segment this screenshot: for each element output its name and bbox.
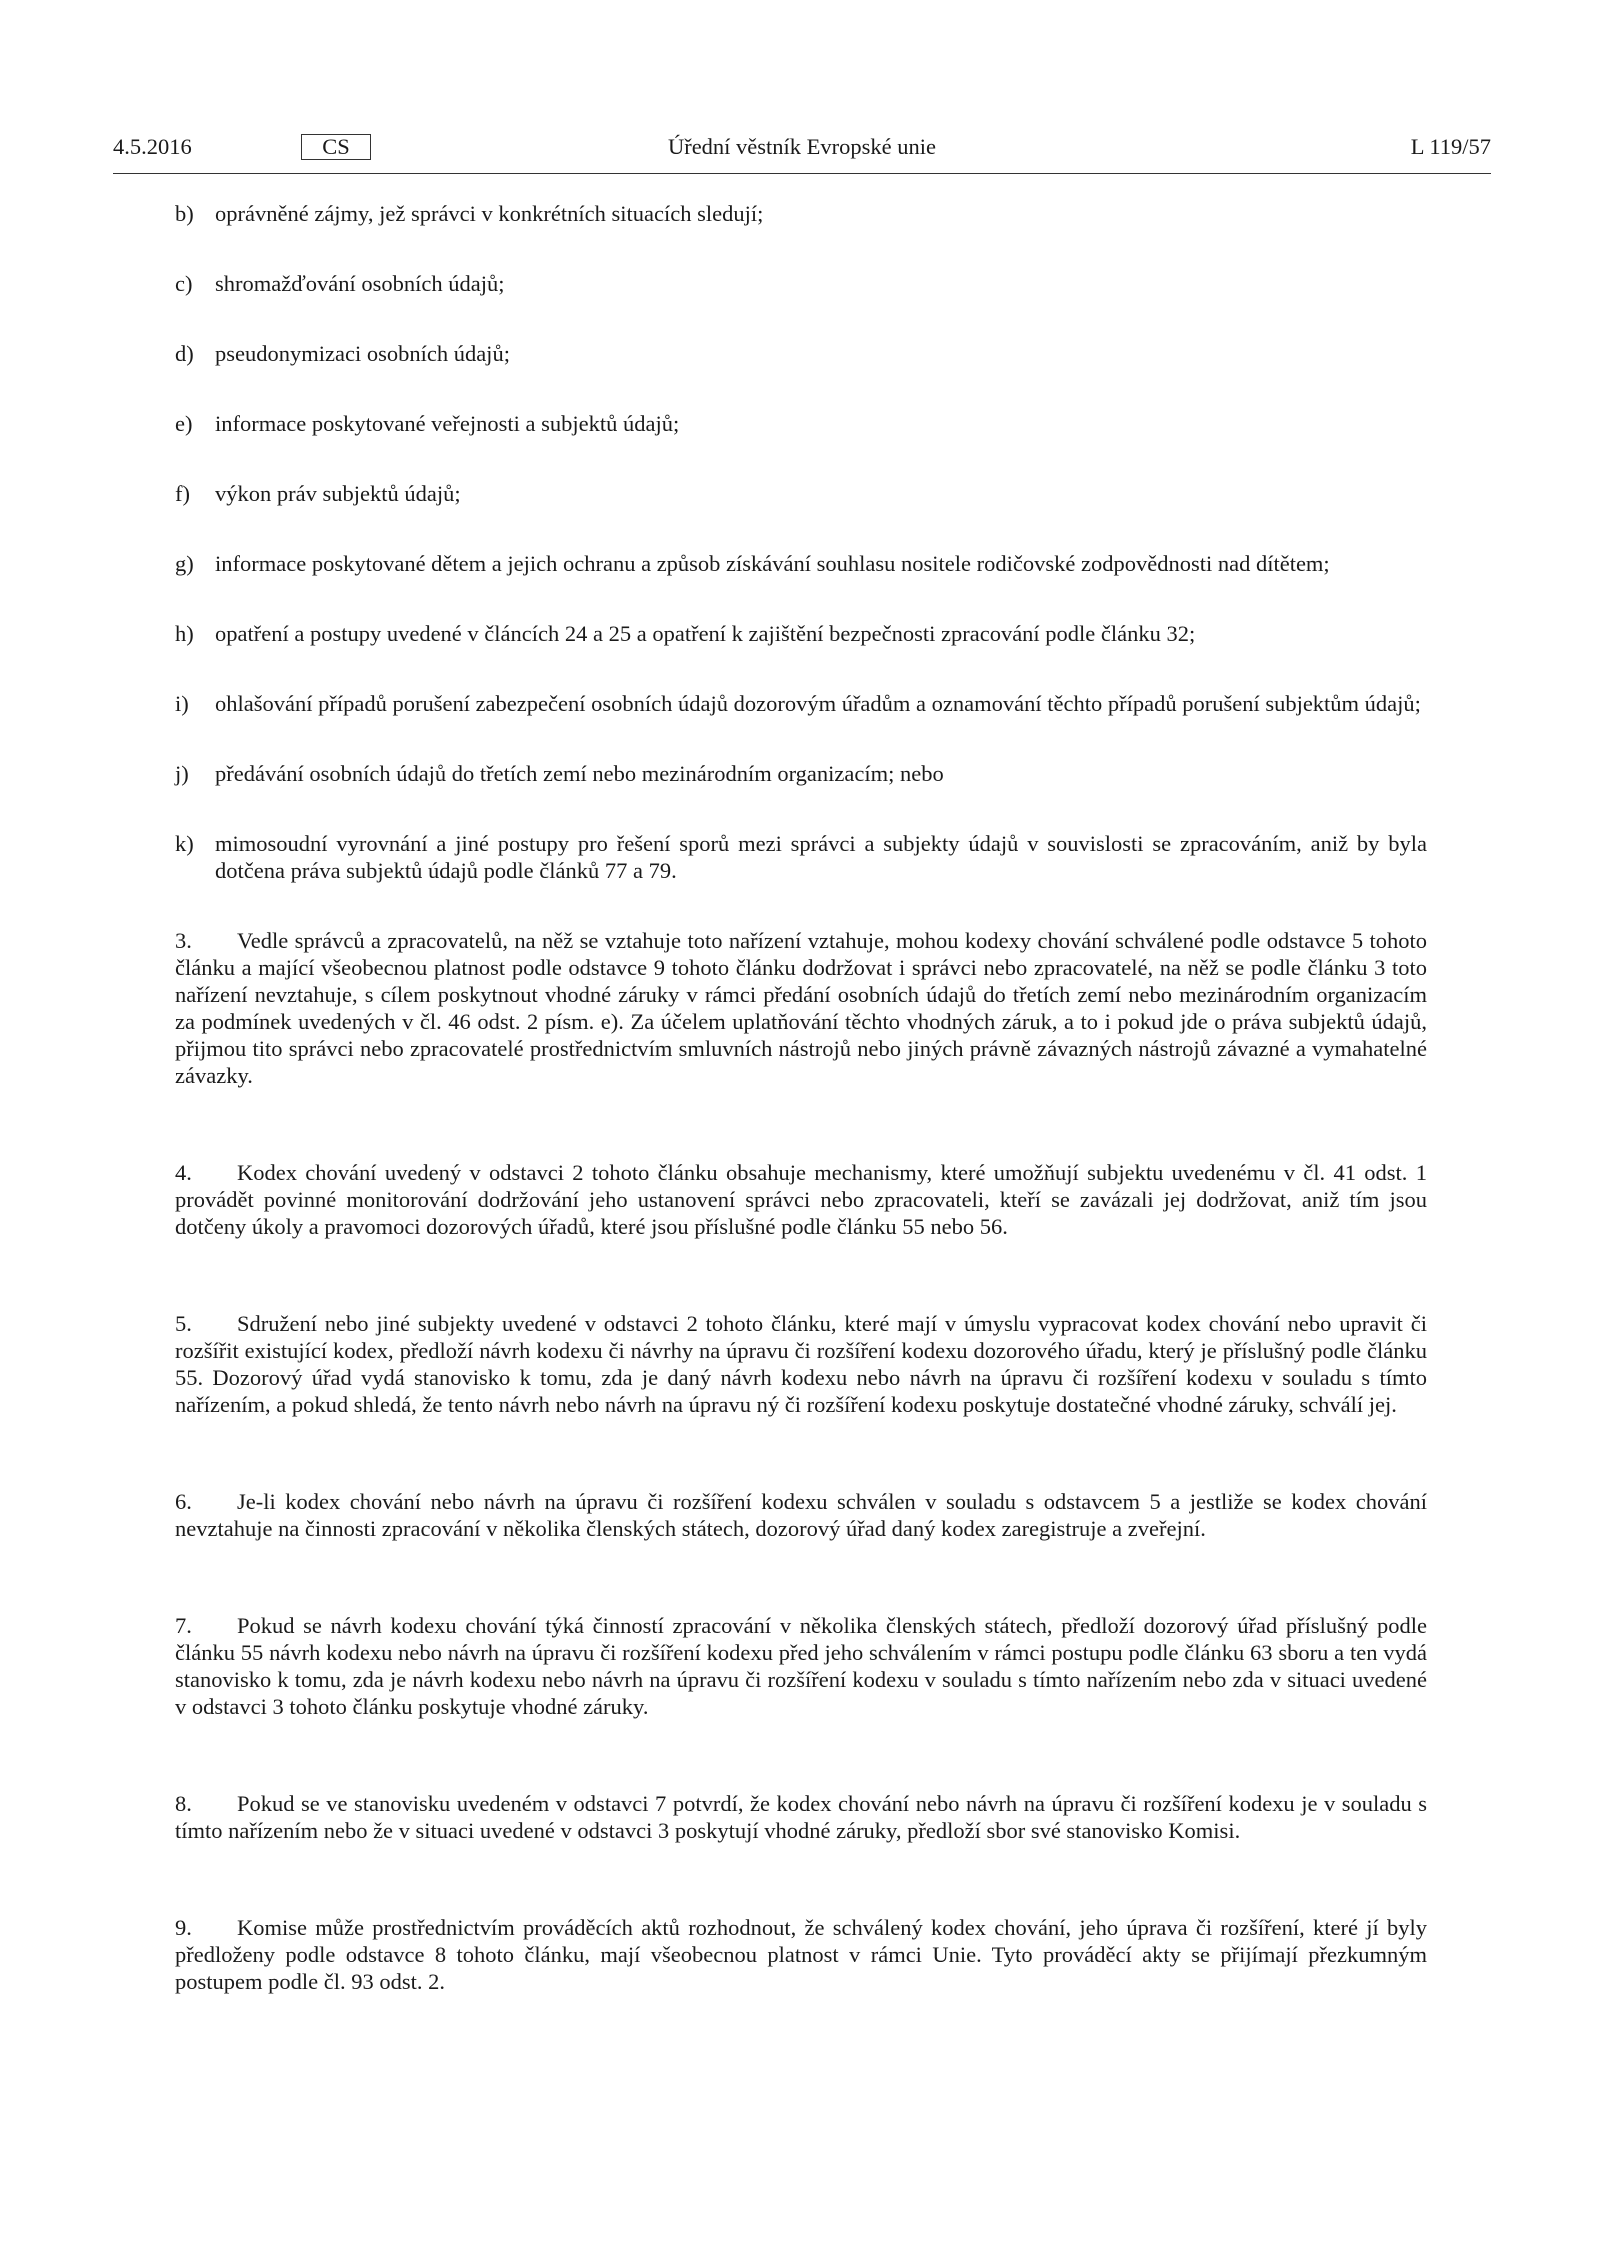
list-item: [175, 270, 1427, 297]
header-page-number: L 119/57: [1410, 134, 1491, 159]
paragraph-number: 5.: [175, 1311, 192, 1336]
list-item-text: opatření a postupy uvedené v článcích 24 a 25 a opatření k zajištění bezpečnosti zpracování podle článku 32;: [215, 621, 1196, 646]
list-item-letter: f): [175, 481, 190, 506]
list-item-letter: b): [175, 201, 194, 226]
list-item: [175, 550, 1427, 577]
paragraph: [175, 1790, 1427, 1844]
list-item: [175, 620, 1427, 647]
list-item: [175, 480, 1427, 507]
list-item: [175, 830, 1427, 884]
list-item-text: pseudonymizaci osobních údajů;: [215, 341, 510, 366]
paragraph-number: 7.: [175, 1613, 192, 1638]
paragraph: [175, 1488, 1427, 1542]
paragraph-text: Kodex chování uvedený v odstavci 2 tohoto článku obsahuje mechanismy, které umožňují subjektu uvedenému v čl. 41 odst. 1 provádět povinné monitorování dodržování jeho ustanovení správci nebo zpracovateli, kteří se zavázali jej dodržovat, aniž tím jsou dotčeny úkoly a pravomoci dozorových úřadů, které jsou příslušné podle článku 55 nebo 56.: [175, 1160, 1427, 1239]
paragraph: [175, 1159, 1427, 1240]
document-body: [175, 200, 1427, 2065]
paragraph-number: 8.: [175, 1791, 192, 1816]
list-item-text: výkon práv subjektů údajů;: [215, 481, 461, 506]
list-item-text: oprávněné zájmy, jež správci v konkrétních situacích sledují;: [215, 201, 764, 226]
paragraph: [175, 1612, 1427, 1720]
paragraph-number: 3.: [175, 928, 192, 953]
list-item-text: shromažďování osobních údajů;: [215, 271, 505, 296]
paragraph-text: Pokud se návrh kodexu chování týká činností zpracování v několika členských státech, předloží dozorový úřad příslušný podle článku 55 návrh kodexu nebo návrh na úpravu či rozšíření kodexu před jeho schválením v rámci postupu podle článku 63 sboru a ten vydá stanovisko k tomu, zda je návrh kodexu nebo návrh na úpravu či rozšíření kodexu v souladu s tímto nařízením nebo zda v situaci uvedené v odstavci 3 tohoto článku poskytuje vhodné záruky.: [175, 1613, 1427, 1719]
paragraph-text: Sdružení nebo jiné subjekty uvedené v odstavci 2 tohoto článku, které mají v úmyslu vypracovat kodex chování nebo upravit či rozšířit existující kodex, předloží návrh kodexu či návrhy na úpravu či rozšíření kodexu dozorového úřadu, který je příslušný podle článku 55. Dozorový úřad vydá stanovisko k tomu, zda je daný návrh kodexu nebo návrh na úpravu či rozšíření kodexu v souladu s tímto nařízením, a pokud shledá, že tento návrh nebo návrh na úpravu ný či rozšíření kodexu poskytuje dostatečné vhodné záruky, schválí jej.: [175, 1311, 1427, 1417]
paragraph-number: 4.: [175, 1160, 192, 1185]
list-item-letter: h): [175, 621, 194, 646]
list-item-text: ohlašování případů porušení zabezpečení osobních údajů dozorovým úřadům a oznamování těchto případů porušení subjektům údajů;: [215, 691, 1421, 716]
list-item: [175, 760, 1427, 787]
paragraph-text: Vedle správců a zpracovatelů, na něž se vztahuje toto nařízení vztahuje, mohou kodexy chování schválené podle odstavce 5 tohoto článku a mající všeobecnou platnost podle odstavce 9 tohoto článku dodržovat i správci nebo zpracovatelé, na něž se podle článku 3 toto nařízení nevztahuje, s cílem poskytnout vhodné záruky v rámci předání osobních údajů do třetích zemí nebo mezinárodním organizacím za podmínek uvedených v čl. 46 odst. 2 písm. e). Za účelem uplatňování těchto vhodných záruk, a to i pokud jde o práva subjektů údajů, přijmou tito správci nebo zpracovatelé prostřednictvím smluvních nástrojů nebo jiných právně závazných nástrojů závazné a vymahatelné závazky.: [175, 928, 1427, 1088]
list-item: [175, 690, 1427, 717]
list-item-letter: i): [175, 691, 189, 716]
list-item-text: předávání osobních údajů do třetích zemí nebo mezinárodním organizacím; nebo: [215, 761, 944, 786]
header-language-box: CS: [301, 134, 371, 160]
paragraph: [175, 1310, 1427, 1418]
list-item-letter: d): [175, 341, 194, 366]
paragraph-text: Je-li kodex chování nebo návrh na úpravu či rozšíření kodexu schválen v souladu s odstavcem 5 a jestliže se kodex chování nevztahuje na činnosti zpracování v několika členských státech, dozorový úřad daný kodex zaregistruje a zveřejní.: [175, 1489, 1427, 1541]
list-item-letter: e): [175, 411, 193, 436]
list-item-text: mimosoudní vyrovnání a jiné postupy pro řešení sporů mezi správci a subjekty údajů v souvislosti se zpracováním, aniž by byla dotčena práva subjektů údajů podle článků 77 a 79.: [215, 831, 1427, 883]
paragraph-number: 9.: [175, 1915, 192, 1940]
list-item-letter: g): [175, 551, 194, 576]
paragraph-text: Pokud se ve stanovisku uvedeném v odstavci 7 potvrdí, že kodex chování nebo návrh na úpravu či rozšíření kodexu je v souladu s tímto nařízením nebo že v situaci uvedené v odstavci 3 poskytují vhodné záruky, předloží sbor své stanovisko Komisi.: [175, 1791, 1427, 1843]
list-item-letter: k): [175, 831, 194, 856]
list-item-letter: j): [175, 761, 189, 786]
paragraph: [175, 927, 1427, 1089]
paragraph: [175, 1914, 1427, 1995]
paragraph-text: Komise může prostřednictvím prováděcích aktů rozhodnout, že schválený kodex chování, jeho úprava či rozšíření, které jí byly předloženy podle odstavce 8 tohoto článku, mají všeobecnou platnost v rámci Unie. Tyto prováděcí akty se přijímají přezkumným postupem podle čl. 93 odst. 2.: [175, 1915, 1427, 1994]
list-item: [175, 410, 1427, 437]
list-item: [175, 200, 1427, 227]
page-header: [113, 133, 1491, 174]
paragraph-number: 6.: [175, 1489, 192, 1514]
header-date: 4.5.2016: [113, 134, 192, 159]
list-item-text: informace poskytované dětem a jejich ochranu a způsob získávání souhlasu nositele rodičovské zodpovědnosti nad dítětem;: [215, 551, 1330, 576]
list-item: [175, 340, 1427, 367]
header-journal-title: Úřední věstník Evropské unie: [667, 134, 937, 159]
list-item-text: informace poskytované veřejnosti a subjektů údajů;: [215, 411, 680, 436]
list-item-letter: c): [175, 271, 193, 296]
